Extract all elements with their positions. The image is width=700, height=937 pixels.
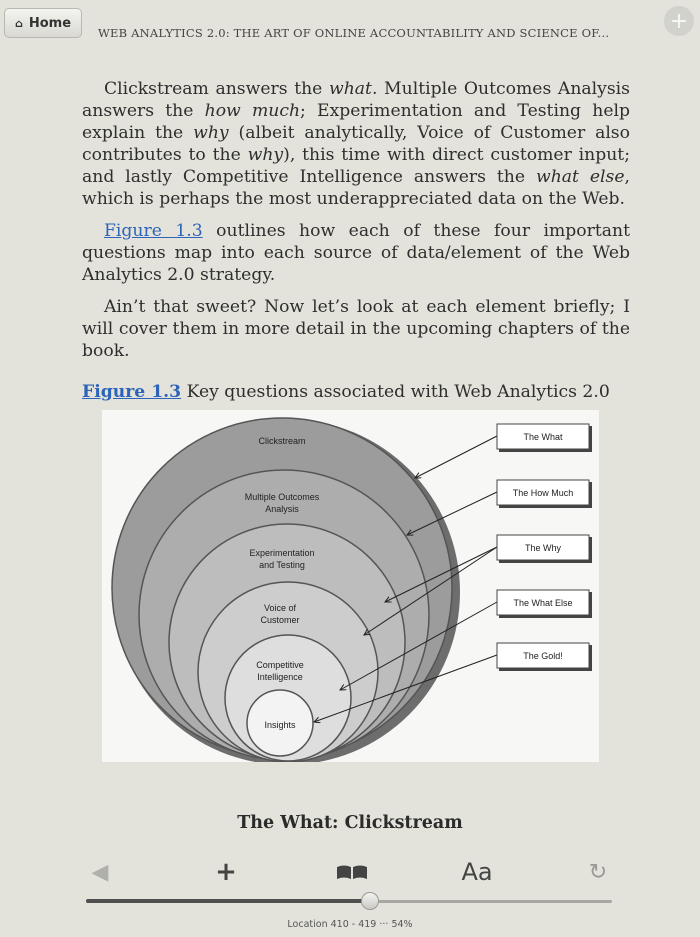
font-settings-button[interactable]: Aa	[461, 858, 493, 886]
label-multiple-outcomes-line1: Multiple Outcomes	[244, 492, 320, 502]
label-multiple-outcomes-line2: Analysis	[265, 504, 299, 514]
label-experimentation-line1: Experimentation	[249, 548, 315, 558]
figure-link[interactable]: Figure 1.3	[104, 221, 203, 241]
svg-text:The What: The What	[523, 432, 563, 442]
figure-diagram	[102, 410, 599, 762]
back-arrow-icon[interactable]: ◀	[91, 859, 109, 885]
paragraph-1: Clickstream answers the what. Multiple Outcomes Analysis answers the how much; Experimentation and Testing help explain the why (albeit analytically, Voice of Customer also contributes to the why), this time with direct customer input; and lastly Competitive Intelligence answers the what else, which is perhaps the most underappreciated data on the Web.	[82, 79, 630, 209]
book-icon[interactable]	[330, 852, 374, 892]
label-competitive-line1: Competitive	[256, 660, 304, 670]
section-heading: The What: Clickstream	[237, 813, 463, 833]
box-the-how-much	[497, 480, 592, 508]
box-the-why	[497, 535, 592, 563]
paragraph-3: Ain’t that sweet? Now let’s look at each element briefly; I will cover them in more detail in the upcoming chapters of the book.	[82, 297, 630, 361]
label-voice-line1: Voice of	[263, 603, 297, 613]
home-label: Home	[28, 15, 72, 31]
svg-text:The What Else: The What Else	[513, 598, 573, 608]
home-icon: ⌂	[14, 16, 23, 30]
label-voice-line2: Customer	[260, 615, 300, 625]
box-the-what	[497, 424, 592, 452]
location-indicator	[0, 919, 700, 930]
box-the-what-else	[497, 590, 592, 618]
label-clickstream: Clickstream	[258, 436, 306, 446]
progress-thumb[interactable]	[361, 892, 379, 910]
plus-icon[interactable]: +	[215, 857, 237, 887]
location-separator: ···	[379, 919, 389, 930]
box-the-gold	[497, 643, 592, 671]
progress-fill	[86, 899, 370, 903]
figure-caption: Figure 1.3 Key questions associated with Web Analytics 2.0	[82, 382, 610, 402]
svg-text:The Gold!: The Gold!	[523, 651, 563, 661]
svg-text:The How Much: The How Much	[512, 488, 574, 498]
location-text: Location 410 - 419	[287, 919, 377, 930]
sync-icon[interactable]: ↻	[588, 859, 608, 885]
label-competitive-line2: Intelligence	[257, 672, 303, 682]
label-experimentation-line2: and Testing	[259, 560, 305, 570]
book-title: WEB ANALYTICS 2.0: THE ART OF ONLINE ACCOUNTABILITY AND SCIENCE OF...	[98, 26, 610, 40]
svg-text:The Why: The Why	[524, 543, 562, 553]
reader-toolbar	[0, 852, 700, 897]
plus-circle-icon[interactable]: +	[664, 6, 694, 36]
paragraph-2: Figure 1.3 outlines how each of these four important questions map into each source of data/element of the Web Analytics 2.0 strategy.	[82, 221, 631, 285]
home-button[interactable]	[4, 8, 82, 38]
page-text	[82, 78, 630, 372]
label-insights: Insights	[264, 720, 296, 730]
figure-caption-link[interactable]: Figure 1.3	[82, 382, 182, 402]
location-percent: 54%	[391, 919, 413, 930]
